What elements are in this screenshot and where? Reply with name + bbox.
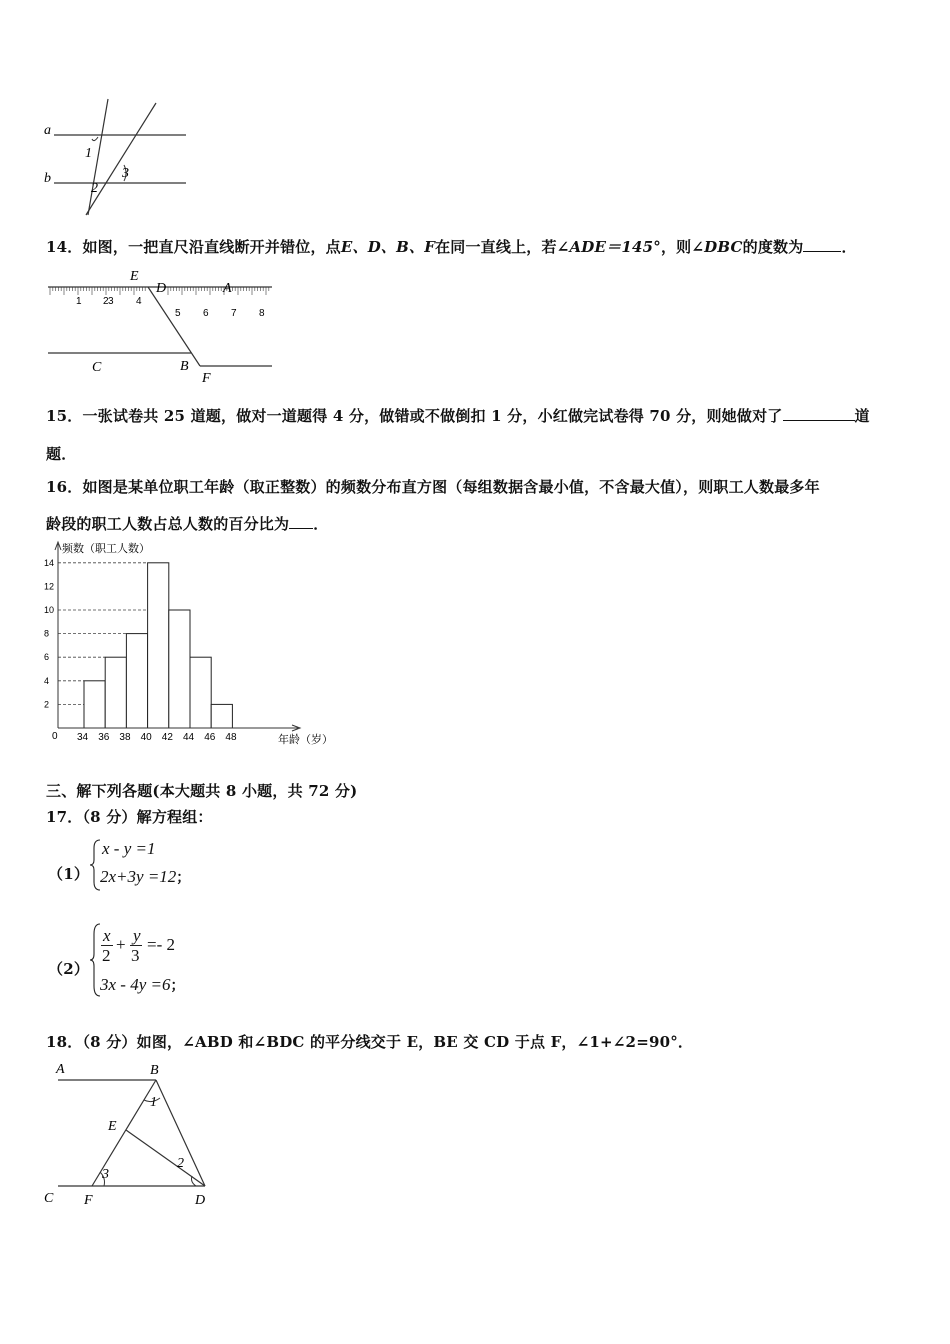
- y-tick-label: 6: [44, 652, 50, 663]
- y-tick-label: 14: [44, 557, 55, 568]
- histogram-bar-46-48: [211, 704, 232, 728]
- q16-answer-blank[interactable]: [289, 528, 313, 529]
- q14-text-after: ，则: [660, 238, 692, 256]
- origin-label: 0: [52, 731, 58, 742]
- question-16-line-1: [46, 476, 820, 497]
- angle-1-label: 1: [85, 146, 92, 161]
- q18-point-E: E: [108, 1119, 117, 1134]
- ruler-right-ticks: [168, 287, 269, 295]
- q14-number: 14．: [46, 238, 83, 256]
- q17-p2-frac2-num: y: [133, 926, 141, 945]
- histogram-bar-36-38: [105, 657, 126, 728]
- histogram-chart: [40, 538, 360, 753]
- y-tick-label: 2: [44, 699, 50, 710]
- section-3-heading-text: 三、解下列各题(本大题共 8 小题，共 72 分): [46, 782, 358, 800]
- figure-ruler: [40, 264, 280, 389]
- point-B: B: [180, 359, 189, 374]
- q17-p2-eq2: [100, 975, 184, 995]
- q17-title-text: 17．（8 分）解方程组：: [46, 808, 213, 826]
- q14-condition: ∠ADE＝145°: [556, 238, 661, 256]
- q18-point-B: B: [150, 1063, 159, 1078]
- x-tick-label: 40: [140, 732, 152, 743]
- label-b: b: [44, 171, 51, 186]
- q17-p1-end: ；: [176, 871, 191, 886]
- figure-parallel-lines: [40, 95, 200, 220]
- y-axis-label: 频数（职工人数）: [62, 543, 150, 555]
- x-tick-label: 34: [77, 732, 89, 743]
- q17-p2-frac2-den: 3: [131, 946, 140, 965]
- question-17-title: [46, 806, 213, 827]
- ruler-tick-3: 3: [108, 296, 114, 307]
- y-tick-label: 12: [44, 581, 55, 592]
- x-axis-label: 年龄（岁）: [278, 734, 333, 746]
- ruler-tick-8: 8: [259, 308, 265, 319]
- question-16-line-2: [46, 513, 328, 534]
- angle-3-label: 3: [122, 166, 129, 181]
- q15-text: 一张试卷共 25 道题，做对一道题得 4 分，做错或不做倒扣 1 分，小红做完试卷得 70 分，则她做对了: [82, 407, 783, 425]
- ruler-tick-5: 5: [175, 308, 181, 319]
- q17-p2-eq2-text: 3x - 4y =6: [100, 975, 171, 994]
- q16-end: ．: [313, 515, 329, 533]
- q18-text: 18．（8 分）如图，∠ABD 和∠BDC 的平分线交于 E，BE 交 CD 于点 F，∠1+∠2=90°．: [46, 1033, 694, 1051]
- q18-angle-2: 2: [177, 1156, 184, 1171]
- ruler-left-ticks: [50, 287, 145, 295]
- q14-text-mid: 在同一直线上，若: [435, 238, 557, 256]
- q17-part-2-label: [48, 958, 89, 979]
- q16-line2: 龄段的职工人数占总人数的百分比为: [46, 515, 290, 533]
- q14-target: ∠DBC: [691, 238, 743, 256]
- ruler-slanted-edge: [148, 287, 200, 366]
- q16-text: 如图是某单位职工年龄（取正整数）的频数分布直方图（每组数据含最小值，不含最大值），则职工人数最多年: [82, 478, 820, 496]
- figure-q18: [40, 1058, 230, 1210]
- q17-p2-frac1-den: 2: [102, 946, 111, 965]
- label-a: a: [44, 123, 51, 138]
- question-14: [46, 236, 857, 257]
- q17-p2-label-text: （2）: [48, 960, 90, 978]
- y-tick-label: 8: [44, 628, 50, 639]
- q17-p2-rhs1: =- 2: [147, 935, 175, 954]
- q14-answer-blank[interactable]: [803, 251, 841, 252]
- section-3-heading: [46, 780, 357, 801]
- x-tick-label: 46: [204, 732, 216, 743]
- q17-p1-eq2-text: 2x+3y =12: [100, 867, 177, 886]
- q15-number: 15．: [46, 407, 83, 425]
- q15-line2: 题．: [46, 445, 77, 463]
- transversal-2: [86, 103, 156, 215]
- point-A: A: [223, 281, 232, 296]
- point-E: E: [130, 269, 139, 284]
- question-18: [46, 1031, 693, 1052]
- ruler-tick-4: 4: [136, 296, 142, 307]
- q18-point-F: F: [84, 1193, 93, 1208]
- histogram-bar-44-46: [190, 657, 211, 728]
- q14-text-before: 如图，一把直尺沿直线断开并错位，点: [82, 238, 341, 256]
- histogram-bar-40-42: [148, 563, 169, 728]
- x-tick-label: 36: [98, 732, 110, 743]
- ruler-tick-1: 1: [76, 296, 82, 307]
- q17-p2-eq1: [100, 926, 200, 970]
- histogram-bar-38-40: [126, 634, 147, 728]
- q15-answer-blank[interactable]: [783, 420, 855, 421]
- y-tick-label: 4: [44, 675, 50, 686]
- ruler-tick-2: 2: [103, 296, 109, 307]
- histogram-bar-34-36: [84, 681, 105, 728]
- x-tick-label: 44: [183, 732, 195, 743]
- x-tick-label: 48: [225, 732, 237, 743]
- q18-point-C: C: [44, 1191, 54, 1206]
- question-15-line-2: [46, 443, 76, 464]
- x-tick-label: 38: [119, 732, 131, 743]
- q14-points: E、D、B、F: [340, 238, 436, 256]
- q14-end-punct: ．: [841, 238, 857, 256]
- ruler-tick-7: 7: [231, 308, 237, 319]
- q18-point-D: D: [195, 1193, 206, 1208]
- q17-p1-label-text: （1）: [48, 865, 90, 883]
- y-tick-label: 10: [44, 605, 55, 615]
- point-F: F: [202, 371, 211, 386]
- q18-angle-3: 3: [102, 1167, 109, 1182]
- q15-text-end: 道: [854, 407, 870, 425]
- angle-2-label: 2: [91, 181, 98, 196]
- q17-p2-frac1-num: x: [103, 926, 111, 945]
- segment-ED: [126, 1130, 205, 1186]
- ruler-tick-6: 6: [203, 308, 209, 319]
- q17-p1-eq2: [100, 867, 190, 887]
- q18-point-A: A: [56, 1062, 65, 1077]
- x-tick-label: 42: [161, 732, 173, 743]
- q17-p1-eq1-text: x - y =1: [102, 839, 156, 858]
- point-C: C: [92, 360, 102, 375]
- point-D: D: [156, 281, 167, 296]
- q17-p2-plus: +: [116, 935, 126, 954]
- q18-angle-1: 1: [150, 1095, 157, 1110]
- q17-p2-end: ；: [170, 979, 185, 994]
- question-15-line-1: [46, 405, 870, 426]
- q14-text-end: 的度数为: [742, 238, 804, 256]
- q17-part-1-label: [48, 863, 89, 884]
- histogram-bar-42-44: [169, 610, 190, 728]
- q16-number: 16．: [46, 478, 83, 496]
- q17-p1-eq1: [102, 839, 155, 859]
